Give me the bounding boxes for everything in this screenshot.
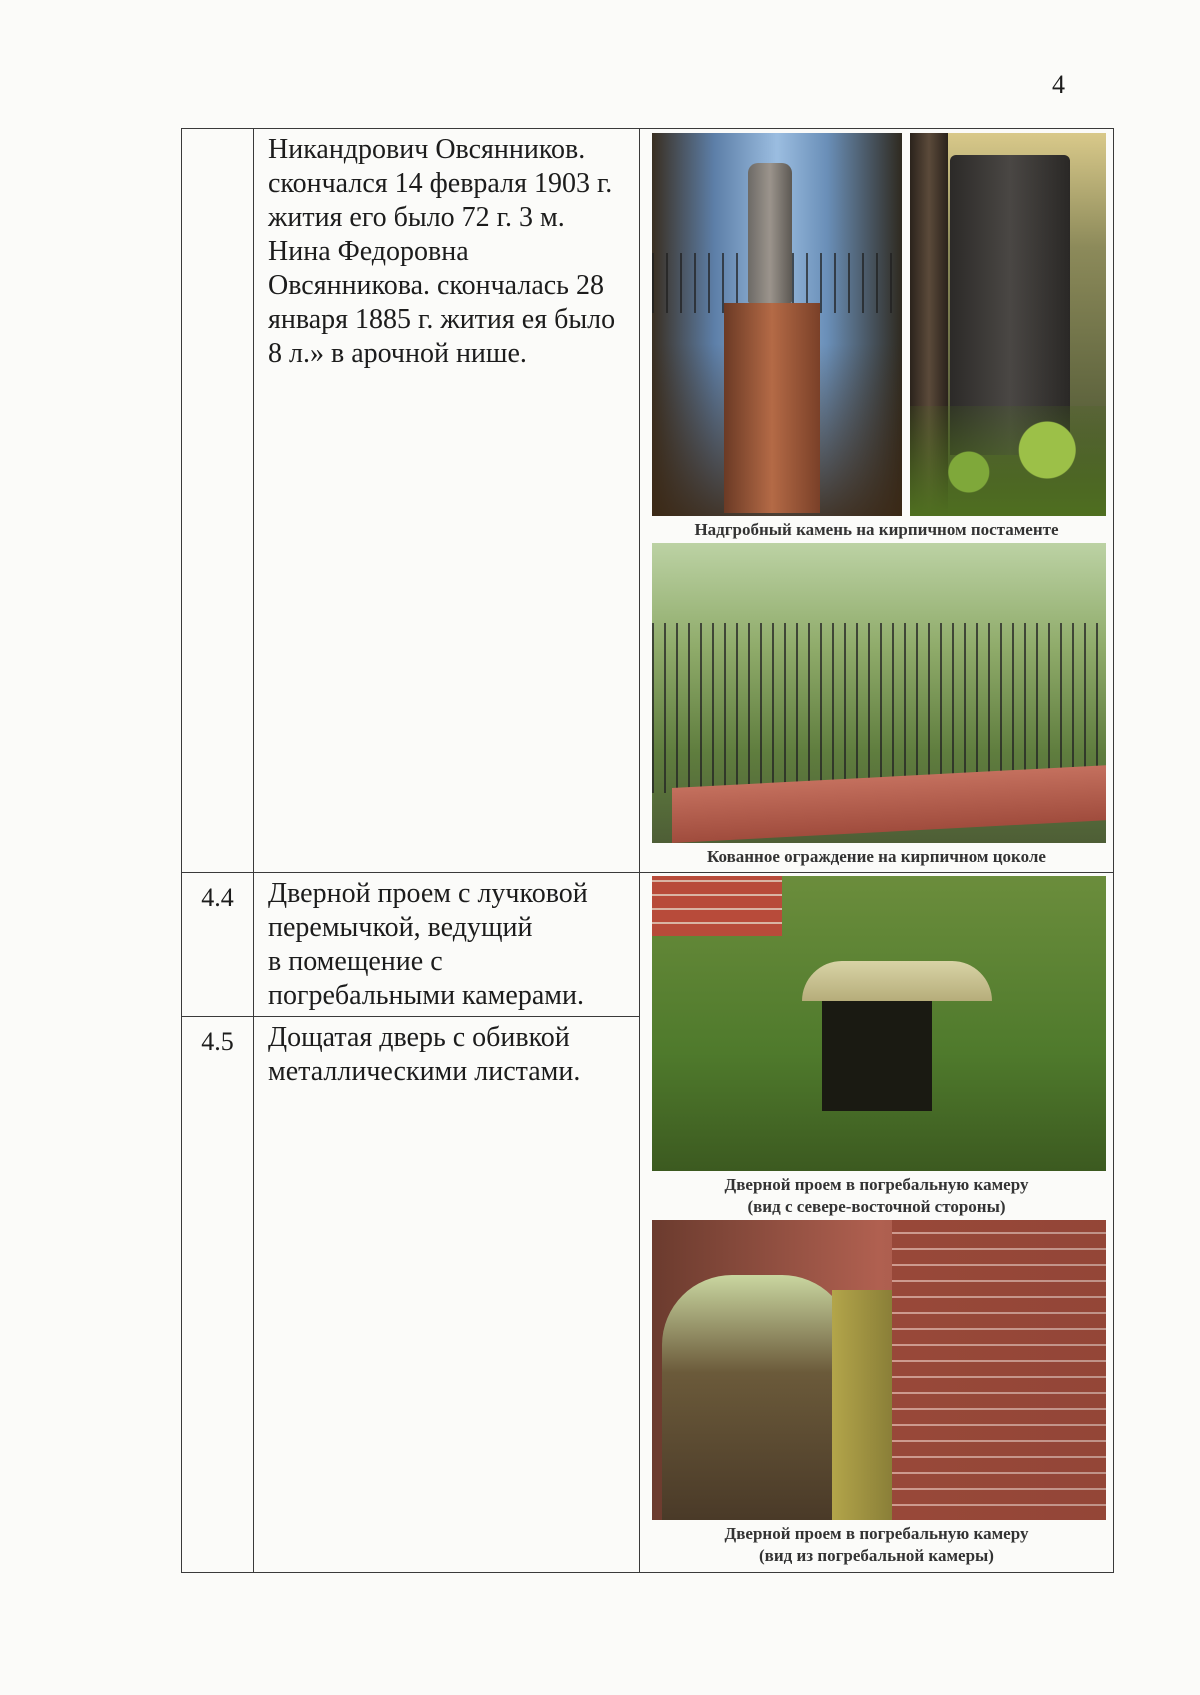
photo-cell	[640, 129, 1114, 873]
desc-line: скончался 14 февраля 1903 г.	[268, 168, 613, 199]
desc-line: 8 л.» в арочной нише.	[268, 338, 527, 369]
desc-line: Никандрович Овсянников.	[268, 134, 586, 165]
row-number: 4.5	[182, 1017, 254, 1573]
row-description	[254, 1017, 640, 1573]
desc-line: Овсянникова. скончалась 28	[268, 270, 604, 301]
page-number: 4	[1052, 70, 1065, 99]
row-number: 4.4	[182, 873, 254, 1017]
door-outside-photo	[652, 876, 1106, 1171]
desc-line: жития его было 72 г. 3 м.	[268, 202, 565, 233]
tombstone-photo-2	[910, 133, 1106, 516]
photo-caption	[640, 1520, 1113, 1569]
fence-photo	[652, 543, 1106, 843]
row-description	[254, 873, 640, 1017]
desc-line: Дощатая дверь с обивкой	[268, 1022, 570, 1053]
desc-line: погребальными камерами.	[268, 980, 584, 1011]
desc-line: в помещение с	[268, 946, 443, 977]
tombstone-photo-1	[652, 133, 902, 516]
caption-line: Дверной проем в погребальную камеру	[724, 1175, 1029, 1194]
row-number	[182, 129, 254, 873]
photo-caption	[640, 1171, 1113, 1220]
photo-caption: Надгробный камень на кирпичном постаменте	[694, 520, 1059, 539]
table-row	[182, 873, 1114, 1017]
desc-line: Дверной проем с лучковой	[268, 878, 588, 909]
table-row	[182, 129, 1114, 873]
photo-cell	[640, 873, 1114, 1573]
desc-line: января 1885 г. жития ея было	[268, 304, 616, 335]
row-description	[254, 129, 640, 873]
caption-line: Дверной проем в погребальную камеру	[724, 1524, 1029, 1543]
caption-line: (вид с севере-восточной стороны)	[747, 1197, 1006, 1216]
caption-line: (вид из погребальной камеры)	[759, 1546, 994, 1565]
desc-line: перемычкой, ведущий	[268, 912, 533, 943]
photo-caption: Кованное ограждение на кирпичном цоколе	[707, 847, 1046, 866]
desc-line: металлическими листами.	[268, 1056, 581, 1087]
door-inside-photo	[652, 1220, 1106, 1520]
monument-table	[181, 128, 1114, 1573]
desc-line: Нина Федоровна	[268, 236, 469, 267]
